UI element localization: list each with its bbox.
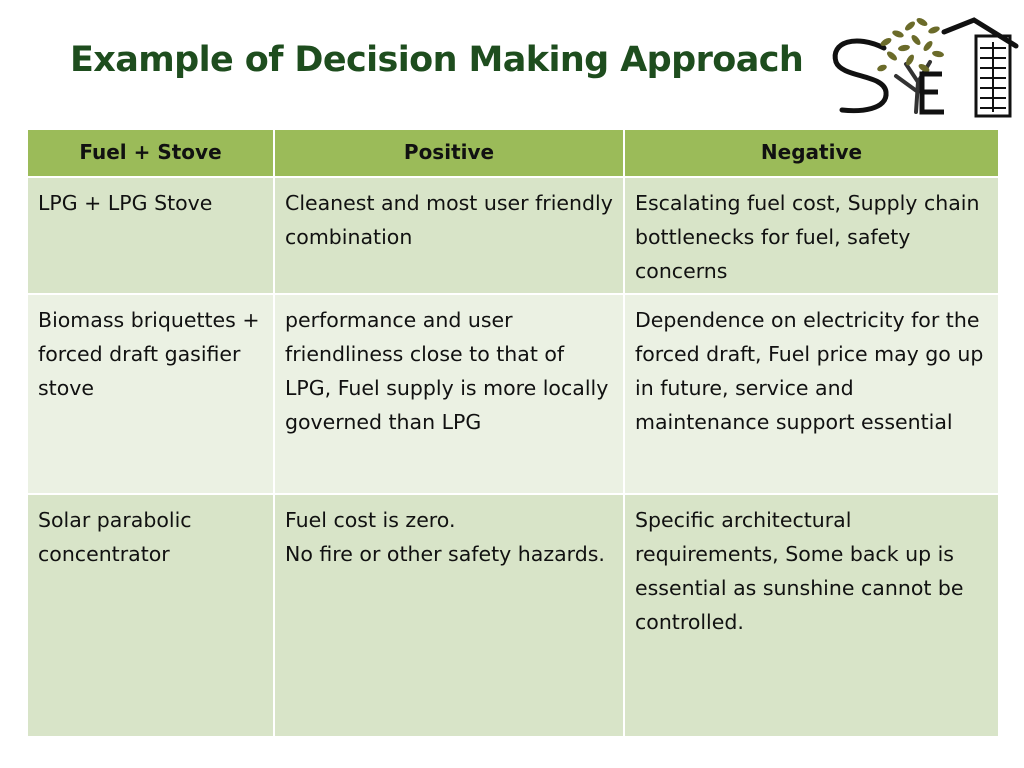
cell-fuel-stove: Biomass briquettes + forced draft gasifier stove <box>27 294 274 494</box>
cell-positive: performance and user friendliness close to that of LPG, Fuel supply is more locally governed than LPG <box>274 294 624 494</box>
cell-positive: Fuel cost is zero. No fire or other safety hazards. <box>274 494 624 737</box>
table-header-row <box>27 129 999 177</box>
header-fuel-stove: Fuel + Stove <box>27 129 274 177</box>
cell-fuel-stove: Solar parabolic concentrator <box>27 494 274 737</box>
cell-negative: Specific architectural requirements, Some back up is essential as sunshine cannot be controlled. <box>624 494 999 737</box>
table-row <box>27 494 999 737</box>
table-row <box>27 294 999 494</box>
header-positive: Positive <box>274 129 624 177</box>
table-row <box>27 177 999 294</box>
cell-negative: Escalating fuel cost, Supply chain bottlenecks for fuel, safety concerns <box>624 177 999 294</box>
cell-fuel-stove: LPG + LPG Stove <box>27 177 274 294</box>
decision-table <box>26 128 1000 738</box>
header-negative: Negative <box>624 129 999 177</box>
set-tree-house-logo-icon <box>826 12 1022 118</box>
cell-positive: Cleanest and most user friendly combination <box>274 177 624 294</box>
slide-title: Example of Decision Making Approach <box>70 40 804 80</box>
cell-negative: Dependence on electricity for the forced draft, Fuel price may go up in future, service and maintenance support essential <box>624 294 999 494</box>
